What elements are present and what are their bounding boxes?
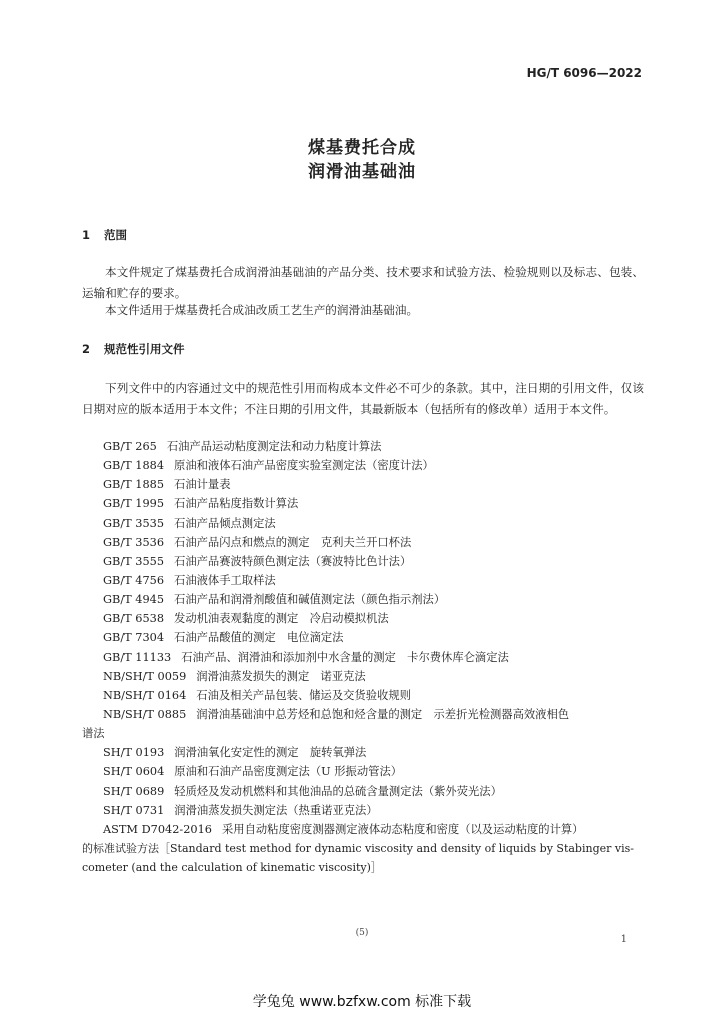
section-1-number: 1 xyxy=(82,228,91,242)
reference-item: GB/T 3555 石油产品赛波特颜色测定法（赛波特比色计法） xyxy=(103,554,412,568)
reference-item: GB/T 3536 石油产品闪点和燃点的测定 克利夫兰开口杯法 xyxy=(103,535,412,549)
footer-watermark: 学兔兔 www.bzfxw.com 标准下载 xyxy=(252,994,472,1010)
reference-item: GB/T 1885 石油计量表 xyxy=(103,478,231,492)
section-2-number: 2 xyxy=(82,342,91,356)
reference-item: GB/T 4756 石油液体手工取样法 xyxy=(103,573,276,587)
reference-item: GB/T 265 石油产品运动粘度测定法和动力粘度计算法 xyxy=(103,440,382,453)
section-1-paragraph-1: 本文件规定了煤基费托合成润滑油基础油的产品分类、技术要求和试验方法、检验规则以及标志、包装、运输和贮存的要求。 xyxy=(82,265,644,300)
reference-item: SH/T 0731 润滑油蒸发损失测定法（热重诺亚克法） xyxy=(103,803,378,817)
standard-code: HG/T 6096—2022 xyxy=(526,66,642,80)
reference-item: GB/T 11133 石油产品、润滑油和添加剂中水含量的测定 卡尔费休库仑滴定法 xyxy=(103,650,509,664)
section-1-heading xyxy=(82,227,127,243)
reference-item: GB/T 1995 石油产品粘度指数计算法 xyxy=(103,497,299,511)
section-2-intro: 下列文件中的内容通过文中的规范性引用而构成本文件必不可少的条款。其中，注日期的引用文件，仅该日期对应的版本适用于本文件；不注日期的引用文件，其最新版本（包括所有的修改单）适用于本文件。 xyxy=(82,381,644,416)
document-title-line2: 润滑油基础油 xyxy=(308,162,416,182)
reference-item: ASTM D7042-2016 采用自动粘度密度测器测定液体动态粘度和密度（以及运动粘度的计算） 的标准试验方法［Standard test method for dynamic viscosity and density of liquids by Stabinger vis- cometer (and the calculation of kinematic viscosity)］ xyxy=(82,822,634,875)
page-number: 1 xyxy=(620,934,627,945)
reference-item: SH/T 0193 润滑油氧化安定性的测定 旋转氧弹法 xyxy=(103,746,367,760)
reference-item: SH/T 0604 原油和石油产品密度测定法（U 形振动管法） xyxy=(103,765,403,779)
reference-item: GB/T 3535 石油产品倾点测定法 xyxy=(103,516,276,530)
reference-item: NB/SH/T 0059 润滑油蒸发损失的测定 诺亚克法 xyxy=(103,669,366,683)
section-1-title: 范围 xyxy=(104,228,127,242)
page-marker: (5) xyxy=(355,928,369,938)
reference-item: NB/SH/T 0164 石油及相关产品包装、储运及交货验收规则 xyxy=(103,688,411,702)
section-2-heading xyxy=(82,341,185,357)
reference-item: SH/T 0689 轻质烃及发动机燃料和其他油品的总硫含量测定法（紫外荧光法） xyxy=(103,784,502,798)
document-title-line1: 煤基费托合成 xyxy=(308,138,416,158)
reference-list xyxy=(82,437,644,877)
reference-item: GB/T 7304 石油产品酸值的测定 电位滴定法 xyxy=(103,631,344,645)
reference-item: NB/SH/T 0885 润滑油基础油中总芳烃和总饱和烃含量的测定 示差折光检测器高效液相色 谱法 xyxy=(82,707,570,741)
section-2-title: 规范性引用文件 xyxy=(104,342,185,356)
section-1-paragraph-2: 本文件适用于煤基费托合成油改质工艺生产的润滑油基础油。 xyxy=(105,303,419,317)
reference-item: GB/T 1884 原油和液体石油产品密度实验室测定法（密度计法） xyxy=(103,459,434,473)
reference-item: GB/T 6538 发动机油表观黏度的测定 冷启动模拟机法 xyxy=(103,612,389,626)
reference-item: GB/T 4945 石油产品和润滑剂酸值和碱值测定法（颜色指示剂法） xyxy=(103,593,446,607)
